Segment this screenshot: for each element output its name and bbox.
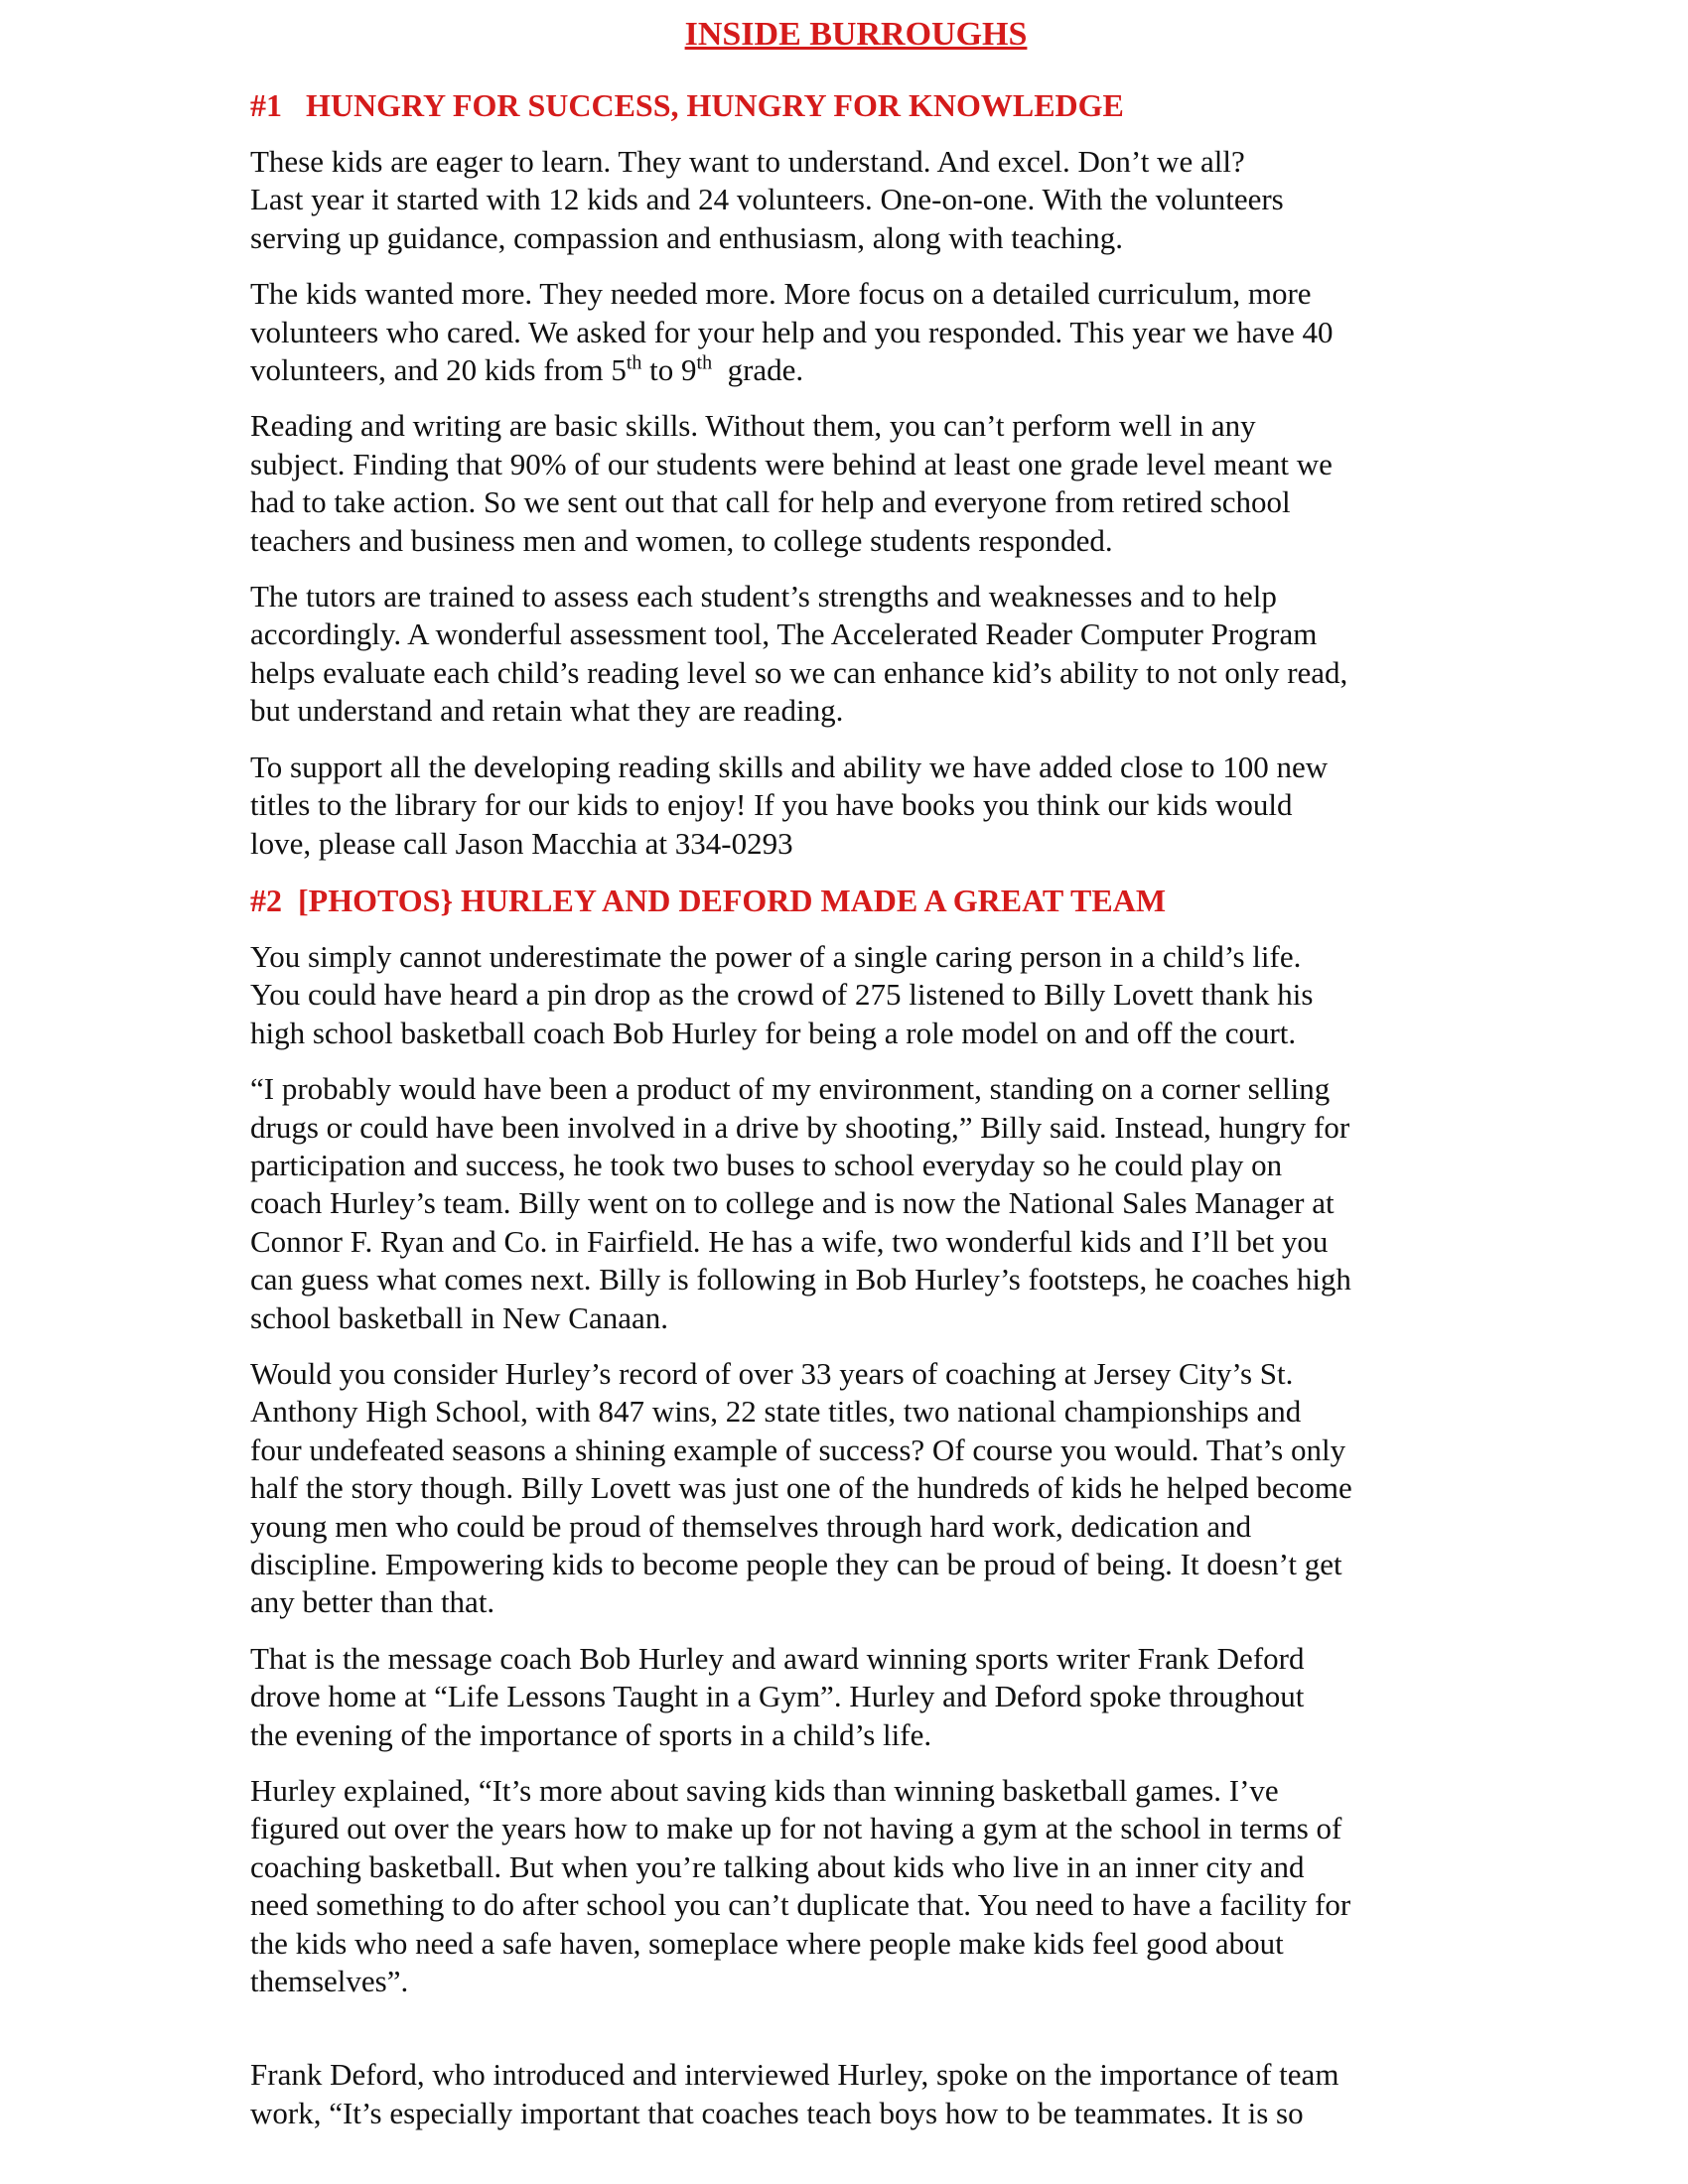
text-line: helps evaluate each child’s reading level so we can enhance kid’s ability to not only read, — [250, 654, 1348, 690]
text-line: Would you consider Hurley’s record of over 33 years of coaching at Jersey City’s St. — [250, 1355, 1294, 1391]
text-line: subject. Finding that 90% of our students were behind at least one grade level meant we — [250, 446, 1333, 481]
text-line: the kids who need a safe haven, someplace where people make kids feel good about — [250, 1925, 1284, 1961]
text-line: “I probably would have been a product of my environment, standing on a corner selling — [250, 1071, 1331, 1107]
text-line: Last year it started with 12 kids and 24 volunteers. One-on-one. With the volunteers — [250, 182, 1284, 217]
section-2-paragraph-6 — [250, 2056, 1462, 2132]
text-line: drugs or could have been involved in a drive by shooting,” Billy said. Instead, hungry for — [250, 1109, 1350, 1145]
section-1-heading: #1 HUNGRY FOR SUCCESS, HUNGRY FOR KNOWLEDGE — [250, 87, 1124, 123]
text-line: discipline. Empowering kids to become people they can be proud of being. It doesn’t get — [250, 1547, 1342, 1581]
text-line: The kids wanted more. They needed more. More focus on a detailed curriculum, more — [250, 276, 1312, 312]
text-line-with-superscripts — [250, 351, 1462, 389]
text-line: These kids are eager to learn. They want to understand. And excel. Don’t we all? — [250, 144, 1245, 179]
text-line: coach Hurley’s team. Billy went on to college and is now the National Sales Manager at — [250, 1185, 1335, 1221]
text-line: young men who could be proud of themselves through hard work, dedication and — [250, 1508, 1252, 1544]
text-line: You could have heard a pin drop as the crowd of 275 listened to Billy Lovett thank his — [250, 977, 1314, 1013]
blank-line — [250, 2018, 1462, 2056]
text-line: You simply cannot underestimate the power of a single caring person in a child’s life. — [250, 938, 1302, 974]
section-hungry-for-success — [250, 85, 1462, 863]
text-line: themselves”. — [250, 1964, 409, 1999]
section-2-paragraph-3 — [250, 1355, 1462, 1622]
text-run: grade. — [712, 352, 804, 388]
section-1-paragraph-2 — [250, 275, 1462, 389]
text-line: figured out over the years how to make up for not having a gym at the school in terms of — [250, 1811, 1342, 1846]
text-line: Anthony High School, with 847 wins, 22 state titles, two national championships and — [250, 1394, 1302, 1430]
text-line: drove home at “Life Lessons Taught in a Gym”. Hurley and Deford spoke throughout — [250, 1679, 1305, 1714]
text-line: titles to the library for our kids to enjoy! If you have books you think our kids would — [250, 787, 1293, 823]
text-run: volunteers, and 20 kids from 5 — [250, 352, 627, 388]
text-line: Connor F. Ryan and Co. in Fairfield. He has a wife, two wonderful kids and I’ll bet you — [250, 1223, 1329, 1259]
text-line: four undefeated seasons a shining example of success? Of course you would. That’s only — [250, 1432, 1346, 1467]
text-line: To support all the developing reading skills and ability we have added close to 100 new — [250, 749, 1329, 784]
section-1-paragraph-3 — [250, 407, 1462, 560]
section-1-paragraph-4 — [250, 578, 1462, 731]
text-line: need something to do after school you can’t duplicate that. You need to have a facility for — [250, 1887, 1351, 1923]
text-line: The tutors are trained to assess each student’s strengths and weaknesses and to help — [250, 579, 1277, 614]
section-2-heading: #2 [PHOTOS} HURLEY AND DEFORD MADE A GREAT TEAM — [250, 882, 1167, 918]
ordinal-superscript: th — [626, 351, 642, 374]
text-line: volunteers who cared. We asked for your help and you responded. This year we have 40 — [250, 314, 1334, 349]
text-line: Frank Deford, who introduced and interviewed Hurley, spoke on the importance of team — [250, 2057, 1339, 2093]
section-1-paragraph-1 — [250, 143, 1462, 257]
section-hurley-and-deford — [250, 881, 1462, 2132]
text-line: the evening of the importance of sports in a child’s life. — [250, 1716, 932, 1752]
section-2-paragraph-5 — [250, 1772, 1462, 2000]
text-line: teachers and business men and women, to college students responded. — [250, 522, 1113, 558]
text-line: any better than that. — [250, 1584, 495, 1620]
text-line: coaching basketball. But when you’re talking about kids who live in an inner city and — [250, 1848, 1305, 1884]
text-line: Reading and writing are basic skills. Without them, you can’t perform well in any — [250, 408, 1256, 444]
text-line: can guess what comes next. Billy is following in Bob Hurley’s footsteps, he coaches high — [250, 1262, 1351, 1297]
section-2-paragraph-2 — [250, 1070, 1462, 1337]
text-line: had to take action. So we sent out that call for help and everyone from retired school — [250, 484, 1291, 520]
text-line: love, please call Jason Macchia at 334-0293 — [250, 825, 793, 861]
document-content — [250, 12, 1462, 2150]
section-2-paragraph-1 — [250, 938, 1462, 1052]
text-line: Hurley explained, “It’s more about saving kids than winning basketball games. I’ve — [250, 1773, 1279, 1809]
text-line: but understand and retain what they are reading. — [250, 693, 844, 729]
text-line: school basketball in New Canaan. — [250, 1299, 668, 1335]
text-line: work, “It’s especially important that coaches teach boys how to be teammates. It is so — [250, 2095, 1304, 2130]
section-1-paragraph-5 — [250, 749, 1462, 863]
document-title: INSIDE BURROUGHS — [684, 16, 1028, 53]
text-line: high school basketball coach Bob Hurley for being a role model on and off the court. — [250, 1015, 1297, 1050]
text-line: serving up guidance, compassion and enthusiasm, along with teaching. — [250, 219, 1124, 255]
text-line: half the story though. Billy Lovett was just one of the hundreds of kids he helped become — [250, 1470, 1352, 1506]
text-line: That is the message coach Bob Hurley and award winning sports writer Frank Deford — [250, 1640, 1305, 1676]
ordinal-superscript: th — [696, 351, 713, 374]
text-line: accordingly. A wonderful assessment tool, The Accelerated Reader Computer Program — [250, 616, 1318, 652]
text-line: participation and success, he took two buses to school everyday so he could play on — [250, 1147, 1283, 1182]
section-2-paragraph-4 — [250, 1640, 1462, 1754]
text-run: to 9 — [641, 352, 697, 388]
